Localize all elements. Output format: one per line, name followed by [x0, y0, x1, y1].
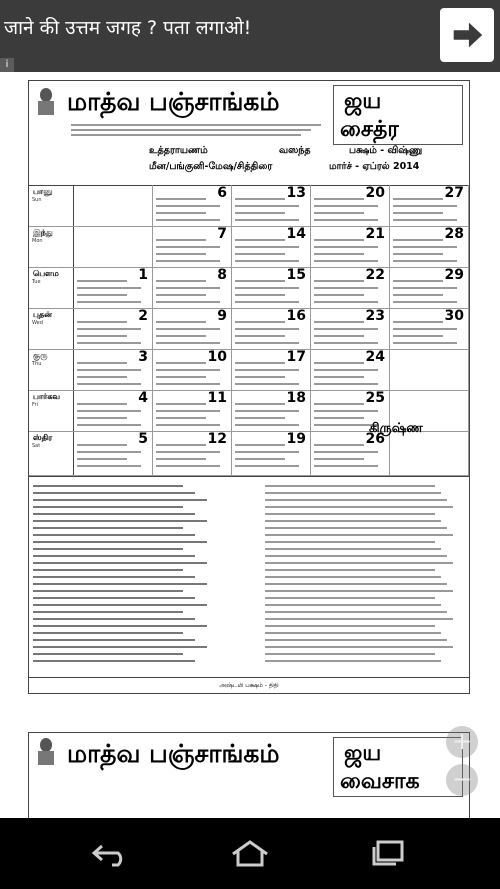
calendar-cell — [73, 267, 153, 309]
recent-apps-icon[interactable] — [366, 838, 412, 868]
cell-text-line — [77, 444, 127, 446]
note-text-line — [265, 660, 441, 662]
weekday-sun: பானு Sun — [29, 185, 73, 227]
cell-text-line — [314, 376, 364, 378]
weekday-fri: பார்கவ Fri — [29, 390, 73, 432]
next-calendar-page — [28, 732, 470, 818]
months-english: மார்ச் - ஏப்ரல் 2014 — [329, 161, 420, 172]
cell-text-line — [314, 369, 378, 371]
note-text-line — [33, 618, 195, 620]
note-text-line — [33, 604, 207, 606]
note-text-line — [265, 625, 435, 627]
note-text-line — [33, 660, 195, 662]
calendar-cell — [152, 267, 232, 309]
cell-text-line — [77, 424, 141, 426]
cell-text-line — [156, 239, 206, 241]
date-number: 15 — [286, 267, 306, 283]
calendar-page — [28, 80, 470, 694]
date-number: 20 — [365, 185, 385, 201]
cell-text-line — [156, 383, 220, 385]
cell-text-line — [314, 198, 364, 200]
note-text-line — [265, 506, 453, 508]
cell-text-line — [156, 287, 220, 289]
cell-text-line — [77, 410, 141, 412]
note-text-line — [265, 485, 435, 487]
date-number: 1 — [138, 267, 148, 283]
calendar-cell — [231, 267, 311, 309]
note-text-line — [33, 597, 195, 599]
note-text-line — [33, 590, 183, 592]
weekday-sat: ஸ்திர Sat — [29, 431, 73, 476]
cell-text-line — [77, 294, 127, 296]
date-number: 11 — [207, 390, 227, 406]
cell-text-line — [235, 294, 285, 296]
date-number: 26 — [365, 431, 385, 447]
ayana: உத்தராயணம் — [149, 145, 208, 156]
date-number: 3 — [138, 349, 148, 365]
cell-text-line — [77, 287, 141, 289]
cell-text-line — [77, 383, 141, 385]
cell-text-line — [156, 410, 220, 412]
cell-text-line — [314, 287, 378, 289]
note-text-line — [33, 639, 195, 641]
cell-text-line — [235, 444, 285, 446]
cell-text-line — [235, 342, 299, 344]
note-text-line — [265, 618, 453, 620]
cell-text-line — [156, 444, 206, 446]
cell-text-line — [235, 383, 299, 385]
cell-text-line — [156, 417, 206, 419]
cell-text-line — [314, 205, 378, 207]
cell-text-line — [235, 403, 285, 405]
cell-text-line — [393, 253, 443, 255]
note-text-line — [33, 513, 195, 515]
note-text-line — [33, 632, 183, 634]
cell-text-line — [393, 328, 457, 330]
note-text-line — [33, 492, 195, 494]
cell-text-line — [156, 321, 206, 323]
calendar-cell — [152, 308, 232, 350]
note-text-line — [265, 562, 453, 564]
cell-text-line — [235, 362, 285, 364]
cell-text-line — [156, 294, 206, 296]
calendar-cell — [231, 349, 311, 391]
zoom-in-button[interactable]: + — [446, 726, 478, 758]
date-number: 12 — [207, 431, 227, 447]
note-text-line — [265, 646, 453, 648]
cell-text-line — [235, 198, 285, 200]
info-icon[interactable]: i — [0, 58, 14, 72]
calendar-cell — [152, 185, 232, 227]
cell-text-line — [393, 205, 457, 207]
note-text-line — [33, 555, 195, 557]
note-text-line — [265, 527, 447, 529]
date-number: 21 — [365, 226, 385, 242]
cell-text-line — [156, 335, 206, 337]
cell-text-line — [156, 362, 206, 364]
paksha: பக்ஷம் - விஷ்ணு — [349, 145, 423, 156]
calendar-footer: அஷ்டமி பக்ஷம் - திதி — [29, 677, 469, 694]
cell-text-line — [77, 280, 127, 282]
note-text-line — [33, 646, 207, 648]
ad-text[interactable]: जाने की उत्तम जगह ? पता लगाओ! — [4, 17, 252, 39]
cell-text-line — [235, 328, 299, 330]
calendar-viewer[interactable] — [0, 72, 500, 818]
calendar-cell — [389, 185, 469, 227]
note-text-line — [33, 625, 207, 627]
note-text-line — [265, 639, 447, 641]
cell-text-line — [77, 301, 141, 303]
note-text-line — [33, 583, 207, 585]
cell-text-line — [314, 465, 378, 467]
note-text-line — [33, 534, 195, 536]
weekday-column — [29, 185, 74, 475]
cell-text-line — [156, 260, 220, 262]
calendar-cell — [73, 390, 153, 432]
calendar-cell — [231, 226, 311, 268]
cell-text-line — [314, 335, 364, 337]
calendar-cell — [310, 308, 390, 350]
note-text-line — [265, 555, 447, 557]
cell-text-line — [156, 280, 206, 282]
date-number: 6 — [217, 185, 227, 201]
calendar-cell — [152, 431, 232, 476]
cell-text-line — [314, 342, 378, 344]
cell-text-line — [314, 280, 364, 282]
cell-text-line — [235, 205, 299, 207]
cell-text-line — [156, 465, 220, 467]
note-text-line — [265, 492, 441, 494]
cell-text-line — [156, 205, 220, 207]
cell-text-line — [235, 424, 299, 426]
cell-text-line — [156, 253, 206, 255]
calendar-cell — [231, 185, 311, 227]
note-text-line — [265, 590, 453, 592]
cell-text-line — [314, 246, 378, 248]
cell-text-line — [235, 301, 299, 303]
cell-text-line — [77, 342, 141, 344]
cell-text-line — [156, 458, 206, 460]
date-number: 24 — [365, 349, 385, 365]
note-text-line — [33, 499, 207, 501]
note-text-line — [265, 548, 441, 550]
calendar-cell — [310, 267, 390, 309]
calendar-cell — [310, 226, 390, 268]
cell-text-line — [156, 342, 220, 344]
cell-text-line — [314, 253, 364, 255]
calendar-cell — [231, 390, 311, 432]
cell-text-line — [235, 253, 285, 255]
note-text-line — [265, 632, 441, 634]
note-text-line — [265, 520, 441, 522]
date-number: 2 — [138, 308, 148, 324]
date-number: 10 — [207, 349, 227, 365]
cell-text-line — [156, 376, 206, 378]
cell-text-line — [393, 335, 443, 337]
calendar-cell — [389, 226, 469, 268]
note-text-line — [265, 604, 441, 606]
note-text-line — [33, 520, 207, 522]
ad-banner[interactable] — [0, 0, 500, 72]
back-icon[interactable] — [88, 838, 134, 868]
cell-text-line — [156, 301, 220, 303]
calendar-cell — [73, 308, 153, 350]
note-text-line — [33, 569, 183, 571]
weekday-mon: இந்து Mon — [29, 226, 73, 268]
deity-icon — [33, 737, 59, 767]
date-number: 14 — [286, 226, 306, 242]
deity-icon — [33, 87, 59, 117]
cell-text-line — [235, 458, 285, 460]
calendar-cell — [389, 349, 469, 391]
cell-text-line — [156, 403, 206, 405]
year-name: ஜய — [344, 88, 382, 114]
ritu: வஸந்த — [279, 145, 311, 156]
date-number: 4 — [138, 390, 148, 406]
header-sublines — [71, 121, 331, 139]
note-text-line — [33, 653, 183, 655]
ad-arrow-button[interactable] — [440, 8, 494, 62]
cell-text-line — [235, 212, 285, 214]
note-text-line — [265, 611, 447, 613]
year-month-box — [333, 85, 463, 145]
date-number: 27 — [444, 185, 464, 201]
cell-text-line — [235, 417, 285, 419]
cell-text-line — [314, 444, 364, 446]
cell-text-line — [314, 403, 364, 405]
date-number: 18 — [286, 390, 306, 406]
calendar-cell — [310, 349, 390, 391]
calendar-header — [29, 81, 469, 186]
calendar-cell — [231, 308, 311, 350]
cell-text-line — [77, 465, 141, 467]
date-number: 13 — [286, 185, 306, 201]
navigation-bar — [0, 818, 500, 889]
note-text-line — [265, 513, 435, 515]
calendar-cell — [389, 267, 469, 309]
cell-text-line — [314, 301, 378, 303]
cell-text-line — [156, 212, 206, 214]
note-text-line — [33, 562, 207, 564]
note-text-line — [265, 541, 435, 543]
cell-text-line — [235, 376, 285, 378]
cell-text-line — [235, 451, 299, 453]
cell-text-line — [393, 294, 443, 296]
cell-text-line — [235, 465, 299, 467]
calendar-cell — [73, 349, 153, 391]
cell-text-line — [77, 369, 141, 371]
cell-text-line — [393, 198, 443, 200]
note-text-line — [265, 576, 441, 578]
calendar-cell — [73, 431, 153, 476]
cell-text-line — [393, 260, 457, 262]
cell-text-line — [156, 424, 220, 426]
cell-text-line — [235, 219, 299, 221]
cell-text-line — [235, 246, 299, 248]
home-icon[interactable] — [227, 838, 273, 868]
cell-text-line — [314, 260, 378, 262]
note-text-line — [33, 527, 183, 529]
cell-text-line — [393, 239, 443, 241]
note-text-line — [265, 499, 447, 501]
cell-text-line — [314, 239, 364, 241]
cell-text-line — [314, 328, 378, 330]
cell-text-line — [235, 410, 299, 412]
date-number: 23 — [365, 308, 385, 324]
calendar-cell — [152, 349, 232, 391]
calendar-cell — [389, 431, 469, 476]
year-name-2: ஜய — [344, 740, 382, 766]
note-text-line — [33, 548, 183, 550]
cell-text-line — [393, 219, 457, 221]
cell-text-line — [235, 369, 299, 371]
note-text-line — [265, 653, 435, 655]
cell-text-line — [393, 301, 457, 303]
note-text-line — [265, 597, 435, 599]
date-number: 9 — [217, 308, 227, 324]
note-text-line — [265, 583, 447, 585]
cell-text-line — [77, 328, 141, 330]
notes-section — [29, 476, 469, 677]
cell-text-line — [314, 383, 378, 385]
cell-text-line — [156, 246, 220, 248]
date-number: 8 — [217, 267, 227, 283]
cell-text-line — [314, 417, 364, 419]
cell-text-line — [314, 294, 364, 296]
date-number: 17 — [286, 349, 306, 365]
brand-title: மாத்வ பஞ்சாங்கம் — [67, 87, 280, 116]
cell-text-line — [314, 212, 364, 214]
calendar-cell — [73, 185, 153, 227]
cell-text-line — [393, 287, 457, 289]
arrow-right-icon — [448, 16, 486, 54]
weekday-tue: பௌம Tue — [29, 267, 73, 309]
note-text-line — [265, 569, 435, 571]
cell-text-line — [235, 280, 285, 282]
months-tamil: மீன/பங்குனி-மேஷ/சித்திரை — [149, 161, 273, 172]
calendar-cell — [152, 226, 232, 268]
zoom-controls — [446, 726, 486, 806]
month-name: சைத்ர — [340, 116, 399, 142]
cell-text-line — [77, 417, 127, 419]
calendar-cell — [152, 390, 232, 432]
zoom-out-button[interactable]: − — [446, 764, 478, 796]
cell-text-line — [235, 321, 285, 323]
note-text-line — [33, 541, 207, 543]
year-month-box-2 — [333, 737, 463, 797]
date-number: 28 — [444, 226, 464, 242]
date-number: 22 — [365, 267, 385, 283]
cell-text-line — [314, 410, 378, 412]
date-number: 29 — [444, 267, 464, 283]
calendar-cell — [310, 431, 390, 476]
cell-text-line — [314, 451, 378, 453]
date-number: 19 — [286, 431, 306, 447]
cell-text-line — [393, 321, 443, 323]
date-number: 25 — [365, 390, 385, 406]
cell-text-line — [156, 219, 220, 221]
date-number: 5 — [138, 431, 148, 447]
cell-text-line — [77, 451, 141, 453]
krishna-label: கிருஷ்ண — [369, 421, 423, 436]
cell-text-line — [235, 287, 299, 289]
calendar-cell — [73, 226, 153, 268]
calendar-cell — [310, 185, 390, 227]
note-text-line — [33, 506, 183, 508]
cell-text-line — [314, 458, 364, 460]
cell-text-line — [77, 458, 127, 460]
cell-text-line — [77, 376, 127, 378]
weekday-thu: குரு Thu — [29, 349, 73, 391]
note-text-line — [265, 534, 453, 536]
cell-text-line — [235, 260, 299, 262]
cell-text-line — [393, 212, 443, 214]
brand-title-2: மாத்வ பஞ்சாங்கம் — [67, 739, 280, 768]
note-text-line — [33, 576, 195, 578]
cell-text-line — [156, 328, 220, 330]
cell-text-line — [235, 239, 285, 241]
cell-text-line — [393, 280, 443, 282]
cell-text-line — [77, 362, 127, 364]
cell-text-line — [77, 335, 127, 337]
note-text-line — [33, 611, 183, 613]
month-name-2: வைசாக — [340, 768, 420, 794]
cell-text-line — [77, 321, 127, 323]
calendar-cell — [389, 308, 469, 350]
date-number: 30 — [444, 308, 464, 324]
cell-text-line — [156, 198, 206, 200]
cell-text-line — [393, 342, 457, 344]
calendar-cell — [231, 431, 311, 476]
cell-text-line — [77, 403, 127, 405]
cell-text-line — [393, 246, 457, 248]
weekday-wed: புதன் Wed — [29, 308, 73, 350]
cell-text-line — [156, 451, 220, 453]
cell-text-line — [156, 369, 220, 371]
cell-text-line — [314, 219, 378, 221]
cell-text-line — [314, 321, 364, 323]
date-number: 7 — [217, 226, 227, 242]
cell-text-line — [314, 362, 364, 364]
date-number: 16 — [286, 308, 306, 324]
cell-text-line — [235, 335, 285, 337]
note-text-line — [33, 485, 183, 487]
